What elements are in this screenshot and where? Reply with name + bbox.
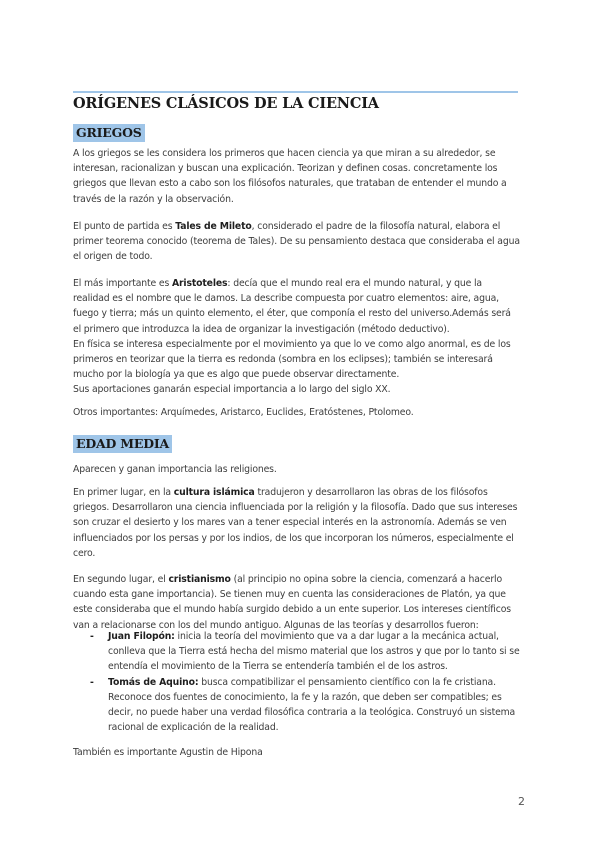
cristianismo-text-pre: En segundo lugar, el xyxy=(73,574,169,585)
aristoteles-text-post: : decía que el mundo real era el mundo natural, y que la realidad es el nombre que le damos. La describe compuesta por cuatro elementos: aire, agua, fuego y tierra; más un quinto elemento, el éter, que componía el resto del universo.Además será el primero que introduzca la idea de organizar la investigación (método deductivo). xyxy=(73,278,511,335)
religiones-paragraph: Aparecen y ganan importancia las religiones. xyxy=(73,464,277,475)
list-item-name: Juan Filopón: xyxy=(108,631,175,642)
section-heading-griegos: GRIEGOS xyxy=(73,124,145,142)
section-heading-edad-media: EDAD MEDIA xyxy=(73,435,172,453)
tales-text-pre: El punto de partida es xyxy=(73,221,176,232)
title-rule xyxy=(73,91,518,93)
griegos-intro-paragraph: A los griegos se les considera los primeros que hacen ciencia ya que miran a su alrededor, se interesan, racionalizan y buscan una explicación. Teorizan y definen cosas. concretamente los griegos que llevan esto a cabo son los filósofos naturales, que trataban de entender el mundo a través de la razón y la observación. xyxy=(73,148,507,205)
islam-text-post: tradujeron y desarrollaron las obras de los filósofos griegos. Desarrollaron una ciencia influenciada por la religión y la filosofía. Dado que sus intereses son cruzar el desierto y los mares van a tener especial interés en la astronomía. Además se ven influenciados por los persas y por los indios, de los que incorporan los números, especialmente el cero. xyxy=(73,487,518,559)
list-item-text: inicia la teoría del movimiento que va a dar lugar a la mecánica actual, conlleva que la Tierra está hecha del mismo material que los astros y que por lo tanto si se entendía el movimiento de la Tierra se entendería también el de los astros. xyxy=(108,631,520,673)
list-item xyxy=(73,675,521,736)
cultura-islamica-paragraph xyxy=(73,485,521,561)
tales-text-post: , considerado el padre de la filosofía natural, elabora el primer teorema conocido (teorema de Tales). De su pensamiento destaca que consideraba el agua el origen de todo. xyxy=(73,221,520,263)
list-dash: - xyxy=(90,631,94,642)
aristoteles-text-pre: El más importante es xyxy=(73,278,172,289)
aristoteles-legacy-text: Sus aportaciones ganarán especial importancia a lo largo del siglo XX. xyxy=(73,384,391,396)
aristoteles-name: Aristoteles xyxy=(171,278,228,289)
list-item xyxy=(73,629,521,675)
agustin-paragraph: También es importante Agustin de Hipona xyxy=(73,747,263,758)
theories-list xyxy=(73,629,521,735)
page-number: 2 xyxy=(518,795,525,808)
tales-name: Tales de Mileto xyxy=(175,221,252,232)
cristianismo-term: cristianismo xyxy=(168,574,231,585)
list-item-text: busca compatibilizar el pensamiento científico con la fe cristiana. Reconoce dos fuentes de conocimiento, la fe y la razón, que deben ser compatibles; es decir, no puede haber una verdad filosófica contraria a la teológica. Construyó un sistema racional de explicación de la realidad. xyxy=(108,676,516,734)
aristoteles-physics-text: En física se interesa especialmente por el movimiento ya que lo ve como algo anormal, es de los primeros en teorizar que la tierra es redonda (sombra en los eclipses); también se interesará mucho por la biología ya que es algo que puede observar directamente. xyxy=(73,338,511,381)
otros-importantes-paragraph: Otros importantes: Arquímedes, Aristarco, Euclides, Eratóstenes, Ptolomeo. xyxy=(73,407,414,418)
cristianismo-text-post: (al principio no opina sobre la ciencia, comenzará a hacerlo cuando esta gane importancia). Se tienen muy en cuenta las consideraciones de Platón, ya que este consideraba que el mundo había surgido debido a un ente superior. Los intereses científicos van a relacionarse con los del mundo antiguo. Algunas de las teorías y desarrollos fueron: xyxy=(73,574,511,631)
islam-term: cultura islámica xyxy=(173,487,255,498)
tales-paragraph xyxy=(73,219,521,265)
page-title: ORÍGENES CLÁSICOS DE LA CIENCIA xyxy=(73,95,379,112)
list-item-name: Tomás de Aquino: xyxy=(108,676,199,688)
list-dash: - xyxy=(90,676,94,688)
islam-text-pre: En primer lugar, en la xyxy=(73,487,174,498)
cristianismo-paragraph xyxy=(73,572,521,633)
aristoteles-paragraph xyxy=(73,276,521,398)
